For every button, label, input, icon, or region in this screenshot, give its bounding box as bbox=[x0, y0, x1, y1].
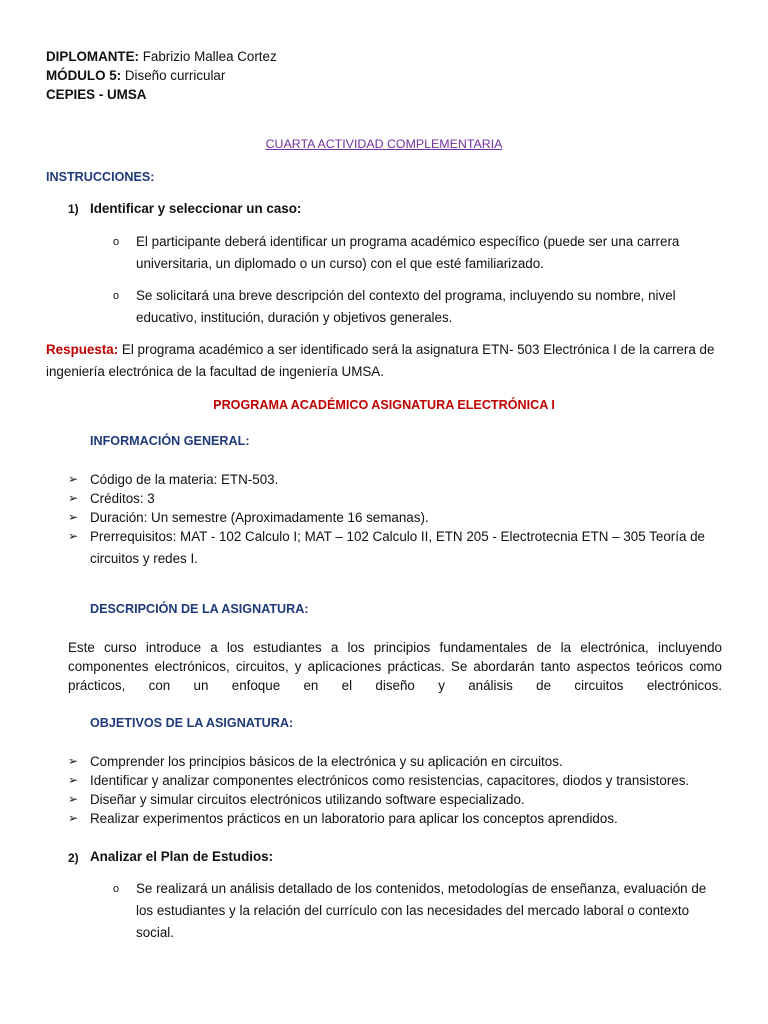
info-item-duracion: Duración: Un semestre (Aproximadamente 16 semanas). bbox=[90, 510, 429, 525]
modulo-line bbox=[46, 67, 225, 85]
info-item-codigo: Código de la materia: ETN-503. bbox=[90, 472, 279, 487]
step2-title: Analizar el Plan de Estudios: bbox=[90, 849, 274, 864]
step1-bullet1-line2: universitaria, un diplomado o un curso) con el que esté familiarizado. bbox=[136, 256, 544, 271]
step1-bullet1-line1: El participante deberá identificar un programa académico específico (puede ser una carrera bbox=[136, 234, 680, 249]
objetivos-heading: OBJETIVOS DE LA ASIGNATURA: bbox=[90, 716, 294, 730]
modulo-label: MÓDULO 5: bbox=[46, 68, 122, 83]
bullet-circle-icon: o bbox=[113, 290, 120, 302]
step1-title: Identificar y seleccionar un caso: bbox=[90, 201, 302, 216]
step2-bullet-line1: Se realizará un análisis detallado de los contenidos, metodologías de enseñanza, evaluación de bbox=[136, 881, 707, 896]
arrow-bullet-icon: ➢ bbox=[68, 773, 79, 787]
diplomante-line bbox=[46, 48, 277, 66]
arrow-bullet-icon: ➢ bbox=[68, 510, 79, 524]
bullet-circle-icon: o bbox=[113, 236, 120, 248]
arrow-bullet-icon: ➢ bbox=[68, 529, 79, 543]
document-title[interactable]: CUARTA ACTIVIDAD COMPLEMENTARIA bbox=[265, 137, 503, 151]
descripcion-line2: componentes electrónicos, circuitos, y aplicaciones prácticas. Se abordarán tanto aspectos teóricos como bbox=[68, 659, 722, 674]
objetivo-item-3: Diseñar y simular circuitos electrónicos utilizando software especializado. bbox=[90, 792, 525, 807]
diplomante-value: Fabrizio Mallea Cortez bbox=[142, 49, 277, 64]
info-item-prerrequisitos-cont: circuitos y redes I. bbox=[90, 551, 198, 566]
respuesta-label: Respuesta: bbox=[46, 342, 119, 357]
instrucciones-heading: INSTRUCCIONES: bbox=[46, 170, 155, 184]
arrow-bullet-icon: ➢ bbox=[68, 792, 79, 806]
arrow-bullet-icon: ➢ bbox=[68, 811, 79, 825]
step2-bullet-line3: social. bbox=[136, 925, 174, 940]
step2-number: 2) bbox=[68, 851, 79, 865]
diplomante-label: DIPLOMANTE: bbox=[46, 49, 139, 64]
objetivo-item-2: Identificar y analizar componentes electrónicos como resistencias, capacitores, diodos y transistores. bbox=[90, 773, 690, 788]
objetivo-item-1: Comprender los principios básicos de la electrónica y su aplicación en circuitos. bbox=[90, 754, 563, 769]
step1-bullet2-line2: educativo, institución, duración y objetivos generales. bbox=[136, 310, 453, 325]
descripcion-line3: prácticos, con un enfoque en el diseño y análisis de circuitos electrónicos. bbox=[68, 678, 722, 693]
modulo-value: Diseño curricular bbox=[124, 68, 226, 83]
step1-bullet2-line1: Se solicitará una breve descripción del contexto del programa, incluyendo su nombre, nivel bbox=[136, 288, 676, 303]
arrow-bullet-icon: ➢ bbox=[68, 754, 79, 768]
descripcion-line1: Este curso introduce a los estudiantes a los principios fundamentales de la electrónica, incluyendo bbox=[68, 640, 722, 655]
programa-title: PROGRAMA ACADÉMICO ASIGNATURA ELECTRÓNICA I bbox=[213, 398, 555, 412]
respuesta-line1 bbox=[46, 339, 722, 362]
info-item-creditos: Créditos: 3 bbox=[90, 491, 155, 506]
bullet-circle-icon: o bbox=[113, 883, 120, 895]
institucion: CEPIES - UMSA bbox=[46, 87, 147, 102]
arrow-bullet-icon: ➢ bbox=[68, 472, 79, 486]
respuesta-line2: ingeniería electrónica de la facultad de ingeniería UMSA. bbox=[46, 364, 384, 379]
info-general-heading: INFORMACIÓN GENERAL: bbox=[90, 434, 250, 448]
descripcion-heading: DESCRIPCIÓN DE LA ASIGNATURA: bbox=[90, 602, 309, 616]
arrow-bullet-icon: ➢ bbox=[68, 491, 79, 505]
respuesta-text1: El programa académico a ser identificado será la asignatura ETN- 503 Electrónica I de la carrera de bbox=[121, 342, 715, 357]
objetivo-item-4: Realizar experimentos prácticos en un laboratorio para aplicar los conceptos aprendidos. bbox=[90, 811, 618, 826]
info-item-prerrequisitos: Prerrequisitos: MAT - 102 Calculo I; MAT – 102 Calculo II, ETN 205 - Electrotecnia ETN – 305 Teoría de bbox=[90, 529, 706, 544]
step2-bullet-line2: los estudiantes y la relación del currículo con las necesidades del mercado laboral o contexto bbox=[136, 903, 690, 918]
step1-number: 1) bbox=[68, 202, 79, 216]
